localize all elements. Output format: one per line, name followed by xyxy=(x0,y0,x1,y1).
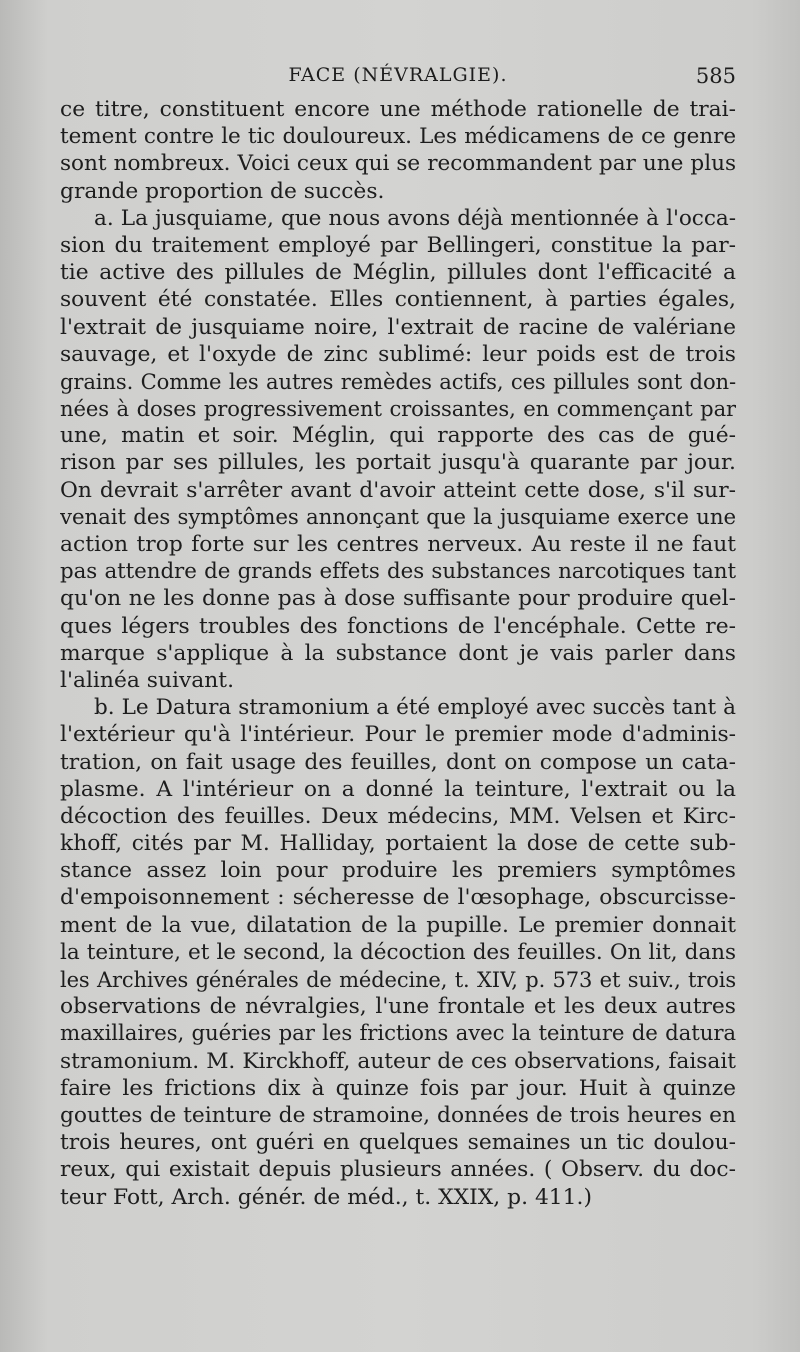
text-line: souvent été constatée. Elles contiennent, à parties égales, xyxy=(60,287,736,313)
text-line: trois heures, ont guéri en quelques semaines un tic doulou- xyxy=(60,1130,736,1156)
running-title: FACE (NÉVRALGIE). xyxy=(288,64,508,86)
text-line: b. Le Datura stramonium a été employé avec succès tant à xyxy=(94,695,736,721)
text-line: teur Fott, Arch. génér. de méd., t. XXIX, p. 411.) xyxy=(60,1184,592,1210)
page-header xyxy=(60,64,736,94)
text-line: nées à doses progressivement croissantes, en commençant par xyxy=(60,396,736,422)
text-line: khoff, cités par M. Halliday, portaient la dose de cette sub- xyxy=(60,831,736,857)
text-line: reux, qui existait depuis plusieurs années. ( Observ. du doc- xyxy=(60,1157,736,1183)
text-line: gouttes de teinture de stramoine, données de trois heures en xyxy=(60,1102,736,1128)
text-line: sion du traitement employé par Bellingeri, constitue la par- xyxy=(60,232,736,258)
text-line: grains. Comme les autres remèdes actifs, ces pillules sont don- xyxy=(60,368,736,394)
text-line: d'empoisonnement : sécheresse de l'œsophage, obscurcisse- xyxy=(60,885,736,911)
text-line: faire les frictions dix à quinze fois par jour. Huit à quinze xyxy=(60,1075,736,1101)
text-line: stramonium. M. Kirckhoff, auteur de ces observations, faisait xyxy=(60,1048,736,1074)
text-line: la teinture, et le second, la décoction des feuilles. On lit, dans xyxy=(60,939,736,965)
text-line: sont nombreux. Voici ceux qui se recommandent par une plus xyxy=(60,151,736,177)
text-line: stance assez loin pour produire les premiers symptômes xyxy=(60,858,736,884)
text-line: l'alinéa suivant. xyxy=(60,667,234,693)
text-line: a. La jusquiame, que nous avons déjà mentionnée à l'occa- xyxy=(94,205,736,231)
text-line: action trop forte sur les centres nerveux. Au reste il ne faut xyxy=(60,532,736,557)
text-line: les Archives générales de médecine, t. XIV, p. 573 et suiv., trois xyxy=(60,967,736,992)
text-line: ce titre, constituent encore une méthode rationelle de trai- xyxy=(60,97,736,122)
text-line: plasme. A l'intérieur on a donné la teinture, l'extrait ou la xyxy=(60,776,736,802)
text-line: décoction des feuilles. Deux médecins, MM. Velsen et Kirc- xyxy=(60,803,736,829)
text-line: tration, on fait usage des feuilles, dont on compose un cata- xyxy=(60,749,736,775)
text-line: venait des symptômes annonçant que la jusquiame exerce une xyxy=(60,504,736,530)
text-line: On devrait s'arrêter avant d'avoir atteint cette dose, s'il sur- xyxy=(60,477,736,503)
text-line: une, matin et soir. Méglin, qui rapporte des cas de gué- xyxy=(60,423,736,449)
text-line: observations de névralgies, l'une frontale et les deux autres xyxy=(60,994,736,1020)
text-line: l'extrait de jusquiame noire, l'extrait de racine de valériane xyxy=(60,314,736,340)
text-line: ques légers troubles des fonctions de l'encéphale. Cette re- xyxy=(60,613,736,639)
text-line: tement contre le tic douloureux. Les médicamens de ce genre xyxy=(60,124,736,150)
page-number: 585 xyxy=(695,64,736,88)
text-line: grande proportion de succès. xyxy=(60,178,385,204)
text-line: qu'on ne les donne pas à dose suffisante pour produire quel- xyxy=(60,586,736,612)
text-line: maxillaires, guéries par les frictions avec la teinture de datura xyxy=(60,1021,736,1047)
text-line: rison par ses pillules, les portait jusqu'à quarante par jour. xyxy=(60,450,736,476)
text-line: sauvage, et l'oxyde de zinc sublimé: leur poids est de trois xyxy=(60,341,736,367)
text-line: marque s'applique à la substance dont je vais parler dans xyxy=(60,640,736,666)
body-text xyxy=(60,96,736,1211)
text-line: tie active des pillules de Méglin, pillules dont l'efficacité a xyxy=(60,260,736,286)
text-line: ment de la vue, dilatation de la pupille. Le premier donnait xyxy=(60,912,736,938)
text-line: pas attendre de grands effets des substances narcotiques tant xyxy=(60,559,736,585)
text-line: l'extérieur qu'à l'intérieur. Pour le premier mode d'adminis- xyxy=(60,722,736,748)
